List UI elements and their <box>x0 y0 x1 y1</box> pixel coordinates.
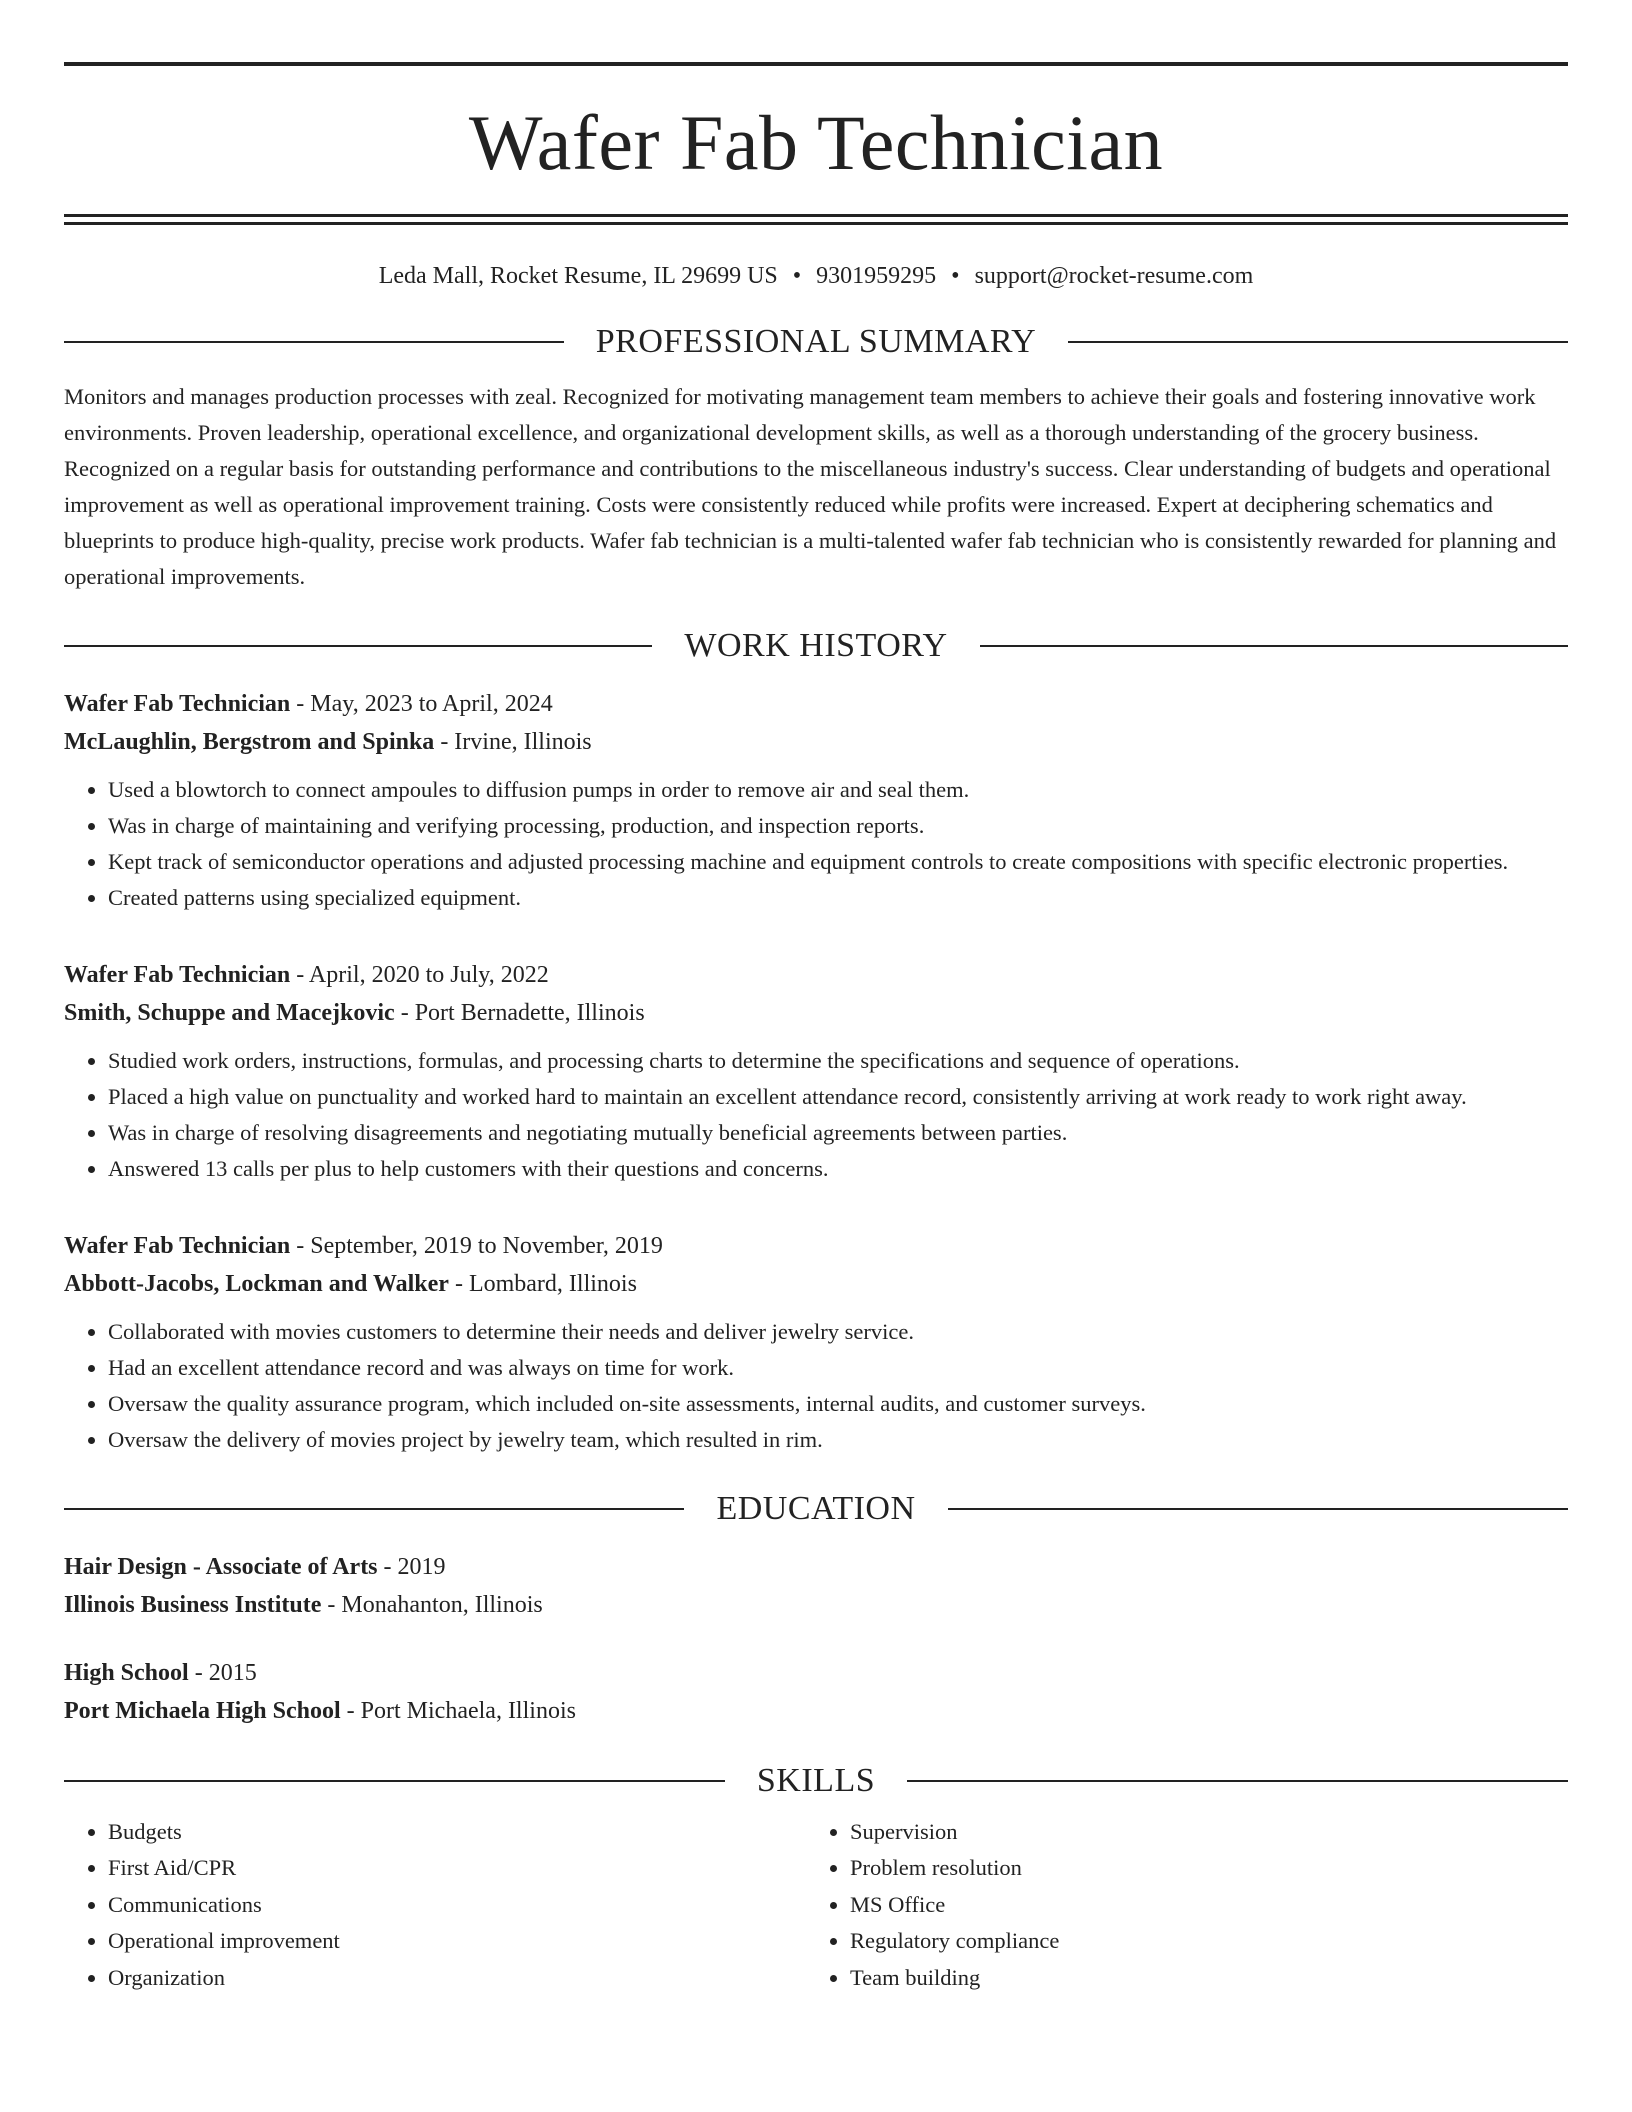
education-school-line <box>64 1586 1568 1624</box>
education-title: EDUCATION <box>716 1489 916 1527</box>
education-location: - Port Michaela, Illinois <box>340 1697 576 1724</box>
job-title: Wafer Fab Technician <box>64 690 291 717</box>
education-degree: Hair Design - Associate of Arts <box>64 1553 378 1580</box>
job-entry <box>64 956 1568 1187</box>
job-bullet: • Oversaw the delivery of movies project by jewelry team, which resulted in rim. <box>108 1422 1568 1458</box>
heading-rule <box>64 1508 684 1510</box>
job-title-line <box>64 685 1568 723</box>
resume-name: Wafer Fab Technician <box>468 99 1164 186</box>
heading-rule <box>907 1780 1568 1782</box>
education-year: - 2015 <box>188 1659 257 1686</box>
heading-rule <box>980 645 1568 647</box>
job-title-line <box>64 956 1568 994</box>
skills-title: SKILLS <box>756 1761 876 1799</box>
heading-rule <box>948 1508 1568 1510</box>
top-rule <box>64 62 1568 66</box>
skills-heading <box>64 1761 1568 1799</box>
education-entry <box>64 1548 1568 1624</box>
education-degree-line <box>64 1654 1568 1692</box>
job-bullet: • Studied work orders, instructions, formulas, and processing charts to determine the specifications and sequence of operations. <box>108 1043 1568 1079</box>
job-location: - Port Bernadette, Illinois <box>394 999 645 1026</box>
contact-phone: 9301959295 <box>816 263 937 289</box>
work-title: WORK HISTORY <box>684 626 948 664</box>
education-school: Port Michaela High School <box>64 1697 341 1724</box>
education-entry <box>64 1654 1568 1730</box>
skill-item: • Regulatory compliance <box>850 1923 1548 1960</box>
job-title-line <box>64 1227 1568 1265</box>
job-company: Smith, Schuppe and Macejkovic <box>64 999 395 1026</box>
education-degree-line <box>64 1548 1568 1586</box>
education-heading <box>64 1489 1568 1527</box>
job-company: Abbott-Jacobs, Lockman and Walker <box>64 1270 449 1297</box>
job-dates: - September, 2019 to November, 2019 <box>290 1232 663 1259</box>
job-bullet: • Collaborated with movies customers to determine their needs and deliver jewelry service. <box>108 1314 1568 1350</box>
job-bullets <box>64 1314 1568 1458</box>
contact-separator: • <box>792 263 802 289</box>
contact-email: support@rocket-resume.com <box>974 263 1254 289</box>
summary-heading <box>64 322 1568 360</box>
resume-page <box>64 0 1568 1996</box>
heading-rule <box>64 1780 725 1782</box>
job-title: Wafer Fab Technician <box>64 961 291 988</box>
job-company-line <box>64 1265 1568 1303</box>
job-bullet: • Was in charge of maintaining and verifying processing, production, and inspection reports. <box>108 808 1568 844</box>
job-entry <box>64 685 1568 916</box>
skill-item: • Problem resolution <box>850 1850 1548 1887</box>
skills-columns <box>64 1814 1568 1997</box>
job-company: McLaughlin, Bergstrom and Spinka <box>64 728 435 755</box>
skill-item: • Organization <box>108 1960 806 1997</box>
job-bullet: • Was in charge of resolving disagreements and negotiating mutually beneficial agreements between parties. <box>108 1115 1568 1151</box>
job-bullet: • Created patterns using specialized equipment. <box>108 880 1568 916</box>
job-bullet: • Had an excellent attendance record and was always on time for work. <box>108 1350 1568 1386</box>
job-title: Wafer Fab Technician <box>64 1232 291 1259</box>
skill-item: • MS Office <box>850 1887 1548 1924</box>
skill-item: • Team building <box>850 1960 1548 1997</box>
job-dates: - May, 2023 to April, 2024 <box>290 690 553 717</box>
job-company-line <box>64 723 1568 761</box>
skills-list-right <box>806 1814 1548 1997</box>
job-bullets <box>64 1043 1568 1187</box>
job-bullet: • Answered 13 calls per plus to help customers with their questions and concerns. <box>108 1151 1568 1187</box>
skill-item: • Supervision <box>850 1814 1548 1851</box>
skill-item: • Budgets <box>108 1814 806 1851</box>
job-location: - Lombard, Illinois <box>448 1270 637 1297</box>
heading-rule <box>64 341 564 343</box>
education-year: - 2019 <box>377 1553 446 1580</box>
header-rule-upper <box>64 214 1568 217</box>
skill-item: • First Aid/CPR <box>108 1850 806 1887</box>
skill-item: • Communications <box>108 1887 806 1924</box>
education-school-line <box>64 1692 1568 1730</box>
contact-separator: • <box>951 263 960 289</box>
job-location: - Irvine, Illinois <box>434 728 592 755</box>
contact-line <box>64 262 1568 291</box>
job-company-line <box>64 994 1568 1032</box>
job-bullet: • Kept track of semiconductor operations and adjusted processing machine and equipment controls to create compositions with specific electronic properties. <box>108 844 1568 880</box>
work-heading <box>64 626 1568 664</box>
education-location: - Monahanton, Illinois <box>321 1591 543 1618</box>
job-bullet: • Oversaw the quality assurance program, which included on-site assessments, internal audits, and customer surveys. <box>108 1386 1568 1422</box>
education-degree: High School <box>64 1659 189 1686</box>
heading-rule <box>1068 341 1568 343</box>
heading-rule <box>64 645 652 647</box>
summary-title: PROFESSIONAL SUMMARY <box>595 322 1037 360</box>
header-rule-lower <box>64 222 1568 225</box>
summary-text: Monitors and manages production processes with zeal. Recognized for motivating management team members to achieve their goals and fostering innovative work environments. Proven leadership, operational excellence, and organizational development skills, as well as a thorough understanding of the grocery business. Recognized on a regular basis for outstanding performance and contributions to the miscellaneous industry's success. Clear understanding of budgets and operational improvement as well as operational improvement training. Costs were consistently reduced while profits were increased. Expert at deciphering schematics and blueprints to produce high-quality, precise work products. Wafer fab technician is a multi-talented wafer fab technician who is consistently rewarded for planning and operational improvements. <box>64 383 1557 589</box>
job-bullet: • Placed a high value on punctuality and worked hard to maintain an excellent attendance record, consistently arriving at work ready to work right away. <box>108 1079 1568 1115</box>
contact-address: Leda Mall, Rocket Resume, IL 29699 US <box>378 263 778 289</box>
job-bullets <box>64 772 1568 916</box>
job-bullet: • Used a blowtorch to connect ampoules to diffusion pumps in order to remove air and seal them. <box>108 772 1568 808</box>
skills-list-left <box>64 1814 806 1997</box>
job-dates: - April, 2020 to July, 2022 <box>290 961 549 988</box>
education-school: Illinois Business Institute <box>64 1591 322 1618</box>
job-entry <box>64 1227 1568 1458</box>
skill-item: • Operational improvement <box>108 1923 806 1960</box>
